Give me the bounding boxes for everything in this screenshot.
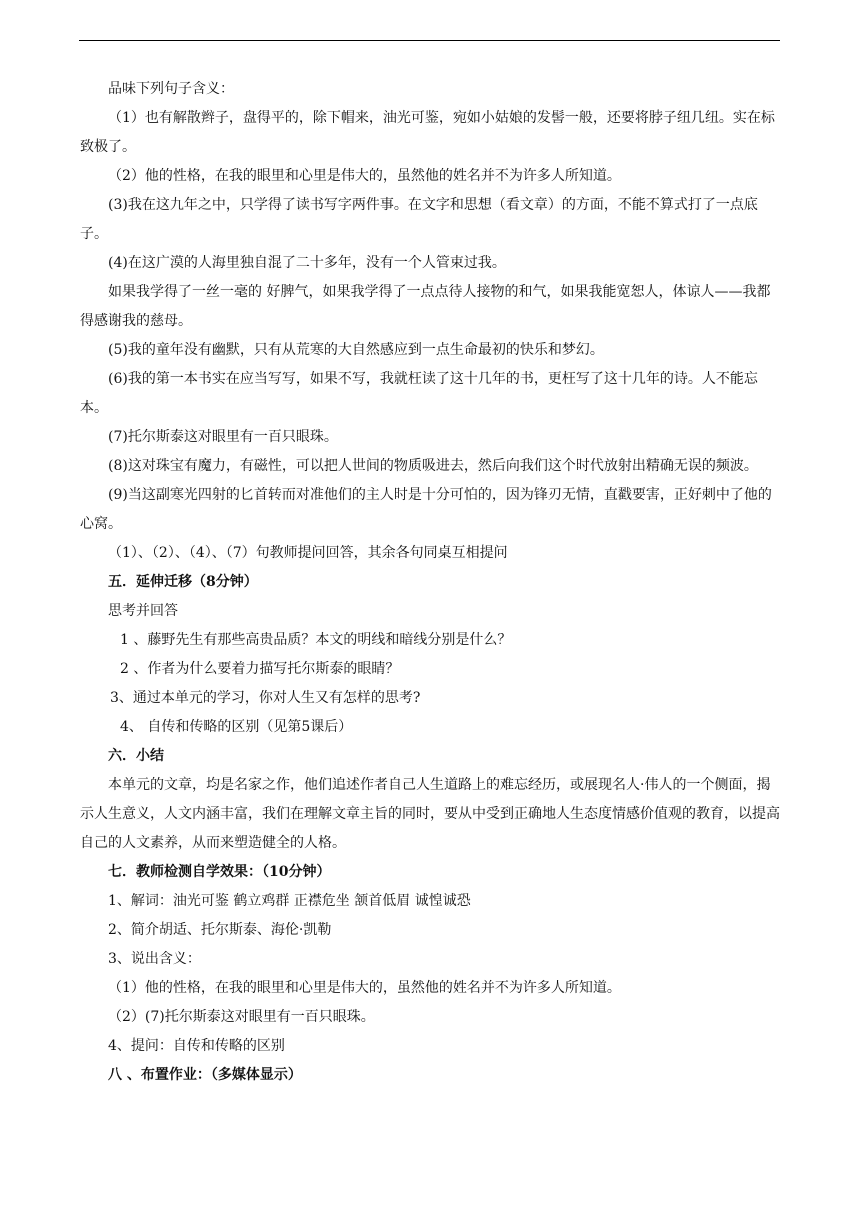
list-item: 4、 自传和传略的区别（见第5课后） xyxy=(120,719,353,735)
paragraph: 本单元的文章，均是名家之作，他们追述作者自己人生道路上的难忘经历，或展现名人·伟人的一个侧面，揭示人生意义，人文内涵丰富，我们在理解文章主旨的同时，要从中受到正确地人生态度情感价值观的教育，以提高自己的人文素养，从而来塑造健全的人格。 xyxy=(80,777,780,851)
paragraph: (5)我的童年没有幽默，只有从荒寒的大自然感应到一点生命最初的快乐和梦幻。 xyxy=(108,342,604,358)
list-item: 1 、藤野先生有那些高贵品质？本文的明线和暗线分别是什么？ xyxy=(120,632,512,648)
list-item: 2 、作者为什么要着力描写托尔斯泰的眼睛？ xyxy=(120,661,400,677)
paragraph: 品味下列句子含义： xyxy=(108,81,234,97)
list-item: （2）(7)托尔斯泰这对眼里有一百只眼珠。 xyxy=(108,1009,375,1025)
section-heading: 五．延伸迁移（8分钟） xyxy=(108,574,258,590)
paragraph: 思考并回答 xyxy=(108,603,178,619)
section-heading: 六．小结 xyxy=(108,748,164,764)
paragraph: (4)在这广漠的人海里独自混了二十多年，没有一个人管束过我。 xyxy=(108,255,506,271)
list-item: 3、通过本单元的学习，你对人生又有怎样的思考? xyxy=(110,690,421,706)
paragraph: （2）他的性格，在我的眼里和心里是伟大的，虽然他的姓名并不为许多人所知道。 xyxy=(108,168,621,184)
list-item: 3、说出含义： xyxy=(108,951,201,967)
paragraph: （1）也有解散辫子，盘得平的，除下帽来，油光可鉴，宛如小姑娘的发髻一般，还要将脖子纽几纽。实在标致极了。 xyxy=(80,110,775,155)
list-item: 1、解词：油光可鉴 鹤立鸡群 正襟危坐 颔首低眉 诚惶诚恐 xyxy=(108,893,471,909)
section-heading: 七．教师检测自学效果：（10分钟） xyxy=(108,864,331,880)
list-item: （1）他的性格，在我的眼里和心里是伟大的，虽然他的姓名并不为许多人所知道。 xyxy=(108,980,621,996)
paragraph: 如果我学得了一丝一毫的 好脾气，如果我学得了一点点待人接物的和气，如果我能宽恕人，体谅人——我都得感谢我的慈母。 xyxy=(80,284,771,329)
paragraph: （1）、（2）、（4）、（7）句教师提问回答，其余各句同桌互相提问 xyxy=(108,545,508,561)
list-item: 4、提问：自传和传略的区别 xyxy=(108,1038,285,1054)
header-rule xyxy=(79,40,780,41)
paragraph: (9)当这副寒光四射的匕首转而对准他们的主人时是十分可怕的，因为锋刃无情，直戳要害，正好刺中了他的心窝。 xyxy=(80,487,772,532)
paragraph: (7)托尔斯泰这对眼里有一百只眼珠。 xyxy=(108,429,338,445)
document-body xyxy=(80,75,780,1090)
paragraph: (8)这对珠宝有魔力，有磁性，可以把人世间的物质吸进去，然后向我们这个时代放射出精确无误的频波。 xyxy=(108,458,758,474)
paragraph: (3)我在这九年之中，只学得了读书写字两件事。在文字和思想（看文章）的方面，不能不算式打了一点底子。 xyxy=(80,197,758,242)
paragraph: (6)我的第一本书实在应当写写，如果不写，我就枉读了这十几年的书，更枉写了这十几年的诗。人不能忘本。 xyxy=(80,371,758,416)
list-item: 2、简介胡适、托尔斯泰、海伦·凯勒 xyxy=(108,922,332,938)
section-heading: 八 、布置作业：（多媒体显示） xyxy=(108,1067,302,1083)
